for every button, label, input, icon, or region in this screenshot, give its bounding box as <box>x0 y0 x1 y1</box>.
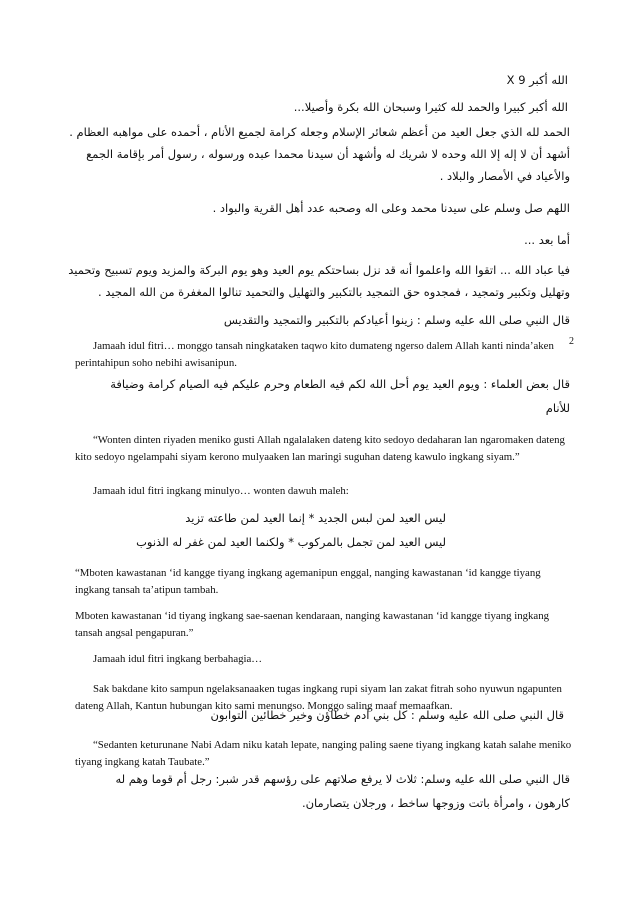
arabic-syahadat-line-2: والأعياد في الأمصار والبلاد . <box>439 169 570 183</box>
arabic-takbir-line: الله أكبر كبيرا والحمد لله كثيرا وسبحان الله بكرة وأصيلا... <box>293 100 568 114</box>
arabic-poem-line-1: ليس العيد لمن لبس الجديد * إنما العيد لمن طاعته تزيد <box>185 511 446 525</box>
arabic-syahadat-line: أشهد أن لا إله إلا الله وحده لا شريك له وأشهد أن سيدنا محمدا عبده ورسوله ، رسول أمر بإقامة الجمع <box>86 147 570 161</box>
javanese-paragraph-4: “Mboten kawastanan ‘id kangge tiyang ingkang agemanipun enggal, nanging kawastanan ‘id kangge tiyang ingkang tansah ta’atipun tambah. <box>75 567 541 596</box>
arabic-hadith-three-line-2: كارهون ، وامرأة باتت وزوجها ساخط ، ورجلان يتصارمان. <box>301 796 570 810</box>
javanese-paragraph-3: Jamaah idul fitri ingkang minulyo… wonten dawuh maleh: <box>93 485 349 497</box>
javanese-paragraph-7: Sak bakdane kito sampun ngelaksanaaken tugas ingkang rupi siyam lan zakat fitrah soho nyuwun ngapunten dateng Allah, Kantun hubungan kito sami menungso. Monggo saling maaf memaafkan. <box>75 683 562 712</box>
arabic-hadith-line: قال النبي صلى الله عليه وسلم : زينوا أعيادكم بالتكبير والتمجيد والتقديس <box>223 313 570 327</box>
arabic-sholawat-line: اللهم صل وسلم على سيدنا محمد وعلى اله وصحبه عدد أهل القرية والبواد . <box>212 201 570 215</box>
arabic-poem-line-2: ليس العيد لمن تجمل بالمركوب * ولكنما العيد لمن غفر له الذنوب <box>136 535 446 549</box>
footnote-marker: 2 <box>569 336 574 347</box>
arabic-amma-badu: أما بعد ... <box>524 233 570 247</box>
javanese-paragraph-1: Jamaah idul fitri… monggo tansah ningkataken taqwo kito dumateng ngerso dalem Allah kanti ninda’aken perintahipun soho nebihi awisanipun. <box>75 340 554 369</box>
javanese-paragraph-8: “Sedanten keturunane Nabi Adam niku katah lepate, nanging paling saene tiyang ingkang katah salahe meniko tiyang ingkang katah Taubate.” <box>75 739 572 768</box>
arabic-hadith-three-line: قال النبي صلى الله عليه وسلم: ثلاث لا يرفع صلاتهم على رؤسهم قدر شبر: رجل أم قوما وهم له <box>115 772 570 786</box>
arabic-hamdalah-line: الحمد لله الذي جعل العيد من أعظم شعائر الإسلام وجعله كرامة لجميع الأنام ، أحمده على مواهبه العظام . <box>69 125 570 139</box>
javanese-paragraph-5: Mboten kawastanan ‘id tiyang ingkang sae-saenan kendaraan, nanging kawastanan ‘id kangge tiyang ingkang tansah angsal pengapuran.” <box>75 610 550 639</box>
javanese-paragraph-6: Jamaah idul fitri ingkang berbahagia… <box>93 653 263 665</box>
arabic-wasiat-line: فيا عباد الله ... اتقوا الله واعلموا أنه قد نزل بساحتكم يوم العيد وهو يوم البركة والمزيد ويوم تسبيح وتحميد <box>68 263 570 277</box>
arabic-hadith-taubat: قال النبي صلى الله عليه وسلم : كل بني آدم خطاؤن وخير خطائين التوابون <box>210 708 564 722</box>
arabic-wasiat-line-2: وتهليل وتكبير وتمجيد ، فمجدوه حق التمجيد بالتكبير والتهليل والتحميد تنالوا المغفرة من الله المجيد . <box>98 285 570 299</box>
javanese-paragraph-2: “Wonten dinten riyaden meniko gusti Allah ngalalaken dateng kito sedoyo dedaharan lan ngaromaken dateng kito sedoyo ngelampahi siyam kerono mulyaaken lan maringi suguhan dateng kawulo ingkang siyam.” <box>75 434 565 463</box>
arabic-ulama-line: قال بعض العلماء : ويوم العيد يوم أحل الله لكم فيه الطعام وحرم عليكم فيه الصيام كرامة وضيافة <box>110 377 570 391</box>
arabic-ulama-line-2: للأنام <box>545 401 570 415</box>
takbir-heading: الله أكبر 9 X <box>506 73 568 87</box>
